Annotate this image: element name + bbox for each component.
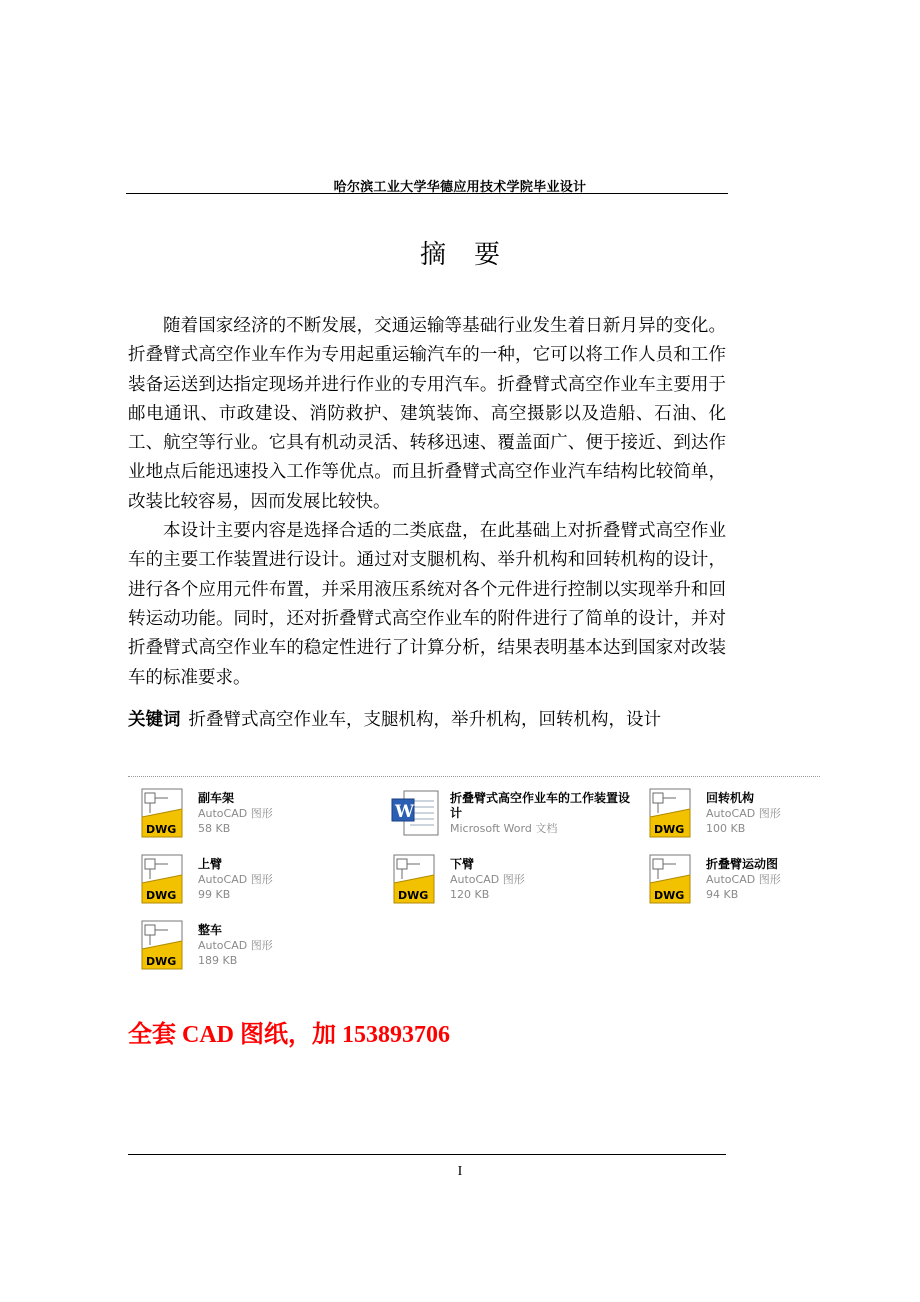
abstract-body [128, 312, 726, 693]
file-name: 回转机构 [706, 791, 755, 805]
file-size: 99 KB [198, 888, 231, 901]
file-size: 58 KB [198, 822, 231, 835]
keywords-line [128, 706, 728, 731]
file-type: AutoCAD 图形 [198, 873, 273, 886]
footer-divider [128, 1154, 726, 1155]
file-item-word-doc[interactable] [380, 777, 630, 837]
file-item-lower-arm[interactable] [380, 843, 630, 903]
dwg-file-icon [390, 853, 442, 905]
document-header: 哈尔滨工业大学华德应用技术学院毕业设计 [333, 180, 587, 195]
file-name: 上臂 [198, 857, 223, 871]
svg-text:DWG: DWG [146, 889, 177, 902]
file-item-subframe[interactable] [128, 777, 378, 837]
file-name: 折叠臂运动图 [706, 857, 779, 871]
file-size: 100 KB [706, 822, 746, 835]
svg-text:DWG: DWG [146, 955, 177, 968]
file-name: 整车 [198, 923, 223, 937]
file-size: 189 KB [198, 954, 238, 967]
file-item-slewing[interactable] [636, 777, 886, 837]
promo-text: 全套 CAD 图纸，加 153893706 [128, 1022, 450, 1048]
word-document-icon [390, 787, 442, 839]
dwg-file-icon [138, 919, 190, 971]
svg-text:DWG: DWG [398, 889, 429, 902]
page-number: I [457, 1164, 463, 1179]
svg-text:DWG: DWG [146, 823, 177, 836]
file-type: Microsoft Word 文档 [450, 822, 558, 835]
dwg-file-icon [138, 853, 190, 905]
file-type: AutoCAD 图形 [198, 807, 273, 820]
file-name: 副车架 [198, 791, 235, 805]
abstract-title: 摘要 [419, 240, 528, 270]
keywords-text: 折叠臂式高空作业车，支腿机构，举升机构，回转机构，设计 [188, 710, 661, 730]
svg-text:DWG: DWG [654, 823, 685, 836]
file-item-motion-diagram[interactable] [636, 843, 886, 903]
dwg-file-icon [138, 787, 190, 839]
file-type: AutoCAD 图形 [706, 873, 781, 886]
file-type: AutoCAD 图形 [706, 807, 781, 820]
dwg-file-icon [646, 853, 698, 905]
dwg-file-icon [646, 787, 698, 839]
abstract-paragraph-1: 随着国家经济的不断发展，交通运输等基础行业发生着日新月异的变化。折叠臂式高空作业车作为专用起重运输汽车的一种，它可以将工作人员和工作装备运送到达指定现场并进行作业的专用汽车。折叠臂式高空作业车主要用于邮电通讯、市政建设、消防救护、建筑装饰、高空摄影以及造船、石油、化工、航空等行业。它具有机动灵活、转移迅速、覆盖面广、便于接近、到达作业地点后能迅速投入工作等优点。而且折叠臂式高空作业汽车结构比较简单，改装比较容易，因而发展比较快。 [128, 316, 726, 512]
keywords-label: 关键词 [128, 710, 181, 730]
file-type: AutoCAD 图形 [450, 873, 525, 886]
file-name: 下臂 [450, 857, 475, 871]
file-item-upper-arm[interactable] [128, 843, 378, 903]
svg-text:W: W [395, 802, 415, 822]
header-divider [126, 193, 728, 194]
file-name: 折叠臂式高空作业车的工作装置设计 [450, 791, 631, 820]
abstract-paragraph-2: 本设计主要内容是选择合适的二类底盘，在此基础上对折叠臂式高空作业车的主要工作装置进行设计。通过对支腿机构、举升机构和回转机构的设计，进行各个应用元件布置，并采用液压系统对各个元件进行控制以实现举升和回转运动功能。同时，还对折叠臂式高空作业车的附件进行了简单的设计，并对折叠臂式高空作业车的稳定性进行了计算分析，结果表明基本达到国家对改装车的标准要求。 [128, 521, 726, 688]
file-size: 120 KB [450, 888, 490, 901]
svg-text:DWG: DWG [654, 889, 685, 902]
file-item-whole-vehicle[interactable] [128, 909, 378, 969]
file-listing [128, 776, 820, 981]
file-size: 94 KB [706, 888, 739, 901]
file-type: AutoCAD 图形 [198, 939, 273, 952]
